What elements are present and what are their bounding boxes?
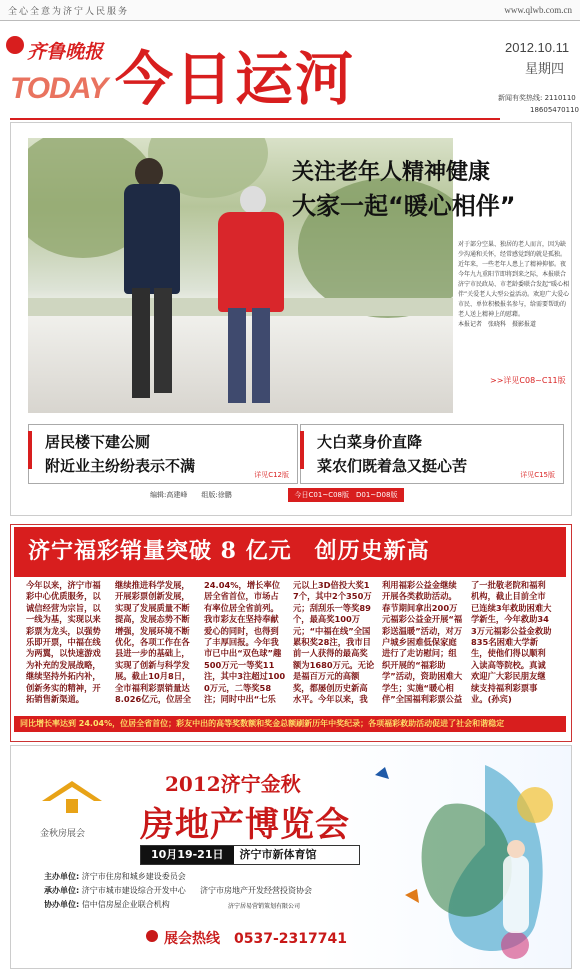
story-subheadline: 菜农们既着急又挺心苦 [317, 457, 468, 475]
ad-cohost-label: 协办单位: [44, 900, 80, 909]
cover-see-pages[interactable]: >>详见C08~C11版 [490, 376, 566, 385]
issue-weekday: 星期四 [525, 62, 565, 77]
ad-headline: 房地产博览会 [140, 805, 350, 845]
lottery-column: 元以上3D倍投大奖17个，其中2个350万元；刮刮乐一等奖89个，最高奖100万元；“中福在线”全国累积奖28注，我市目前一人获得的最高奖额为1680万元。无论是福百万元的高额奖，都屡创历史新高水平。今年以来，我 [293, 580, 375, 705]
cover-intro-text: 对于部分空巢、独居的老人而言，因为缺少沟通和关怀，经常感觉到的就是孤独。近年来，一些老年人患上了精神抑郁。夜今年九九重阳节即将到来之际，本报联合济宁市民政局、市老龄委联合发起“暖心相伴”关爱老人大型公益活动。欢迎广大爱心市民、单位积极报名参与，给需要帮助的老人送上精神上的慰藉。 [458, 241, 570, 318]
ad-organizer2: 济宁市房地产开发经营投资协会 [200, 886, 312, 895]
story-card-toilet[interactable] [28, 424, 298, 484]
site-url[interactable]: www.qlwb.com.cn [504, 5, 572, 15]
story-headline: 大白菜身价直降 [317, 433, 423, 451]
story-headline: 居民楼下建公厕 [45, 433, 151, 451]
ad-cohost2: 济宁居易营销策划有限公司 [228, 903, 301, 910]
ad-hotline[interactable]: 展会热线 0537-2317741 [164, 931, 347, 947]
ad-host-row [44, 871, 186, 882]
ad-organizer-row [44, 885, 186, 896]
cover-headline[interactable]: 关注老年人精神健康 [292, 160, 491, 185]
ad-date-venue [140, 845, 360, 865]
story-see-page: 详见C12版 [254, 471, 289, 479]
lottery-column: 今年以来，济宁市福彩中心优质服务，以诚信经营为宗旨，以一线为基，实现以来彩票为龙头，以强势乐即开票，中福在线为两翼，以快速游戏为补充的发展战略，继续坚持外拓内补，创新务实的精神，开拓销售新渠道。 [26, 580, 101, 705]
ad-title: 2012济宁金秋 [165, 772, 301, 796]
house-logo-icon [38, 777, 106, 821]
lottery-body [26, 580, 556, 705]
ad-organizer-label: 承办单位: [44, 886, 80, 895]
story-card-cabbage[interactable] [300, 424, 564, 484]
cover-intro [458, 240, 570, 330]
ad-cohost-row [44, 899, 170, 910]
ad-date: 10月19-21日 [141, 846, 234, 864]
ad-organizer: 济宁市城市建设综合开发中心 [81, 886, 186, 895]
today-logo: TODAY [10, 72, 108, 105]
story-accent-bar [28, 431, 32, 469]
lottery-column: 利用福彩公益金继续开展各类救助活动。春节期间拿出200万元福彩公益金开展“福彩送温暖”活动，对万户城乡困难低保家庭进行了走访慰问；组织开展的“福彩助学”活动，资助困难大学生；实施“暖心相伴”全国福利彩票公益 [382, 580, 463, 705]
ad-guitar-art [335, 745, 570, 967]
news-hotline: 新闻有奖热线: 2110110 [498, 94, 576, 102]
lottery-title[interactable]: 济宁福彩销量突破 8 亿元 创历史新高 [28, 538, 430, 564]
editors-credit: 编辑:高建峰 组版:徐鹏 [150, 491, 232, 499]
issue-date: 2012.10.11 [505, 40, 570, 55]
cover-headline-sub[interactable]: 大家一起“暖心相伴” [292, 192, 516, 220]
ad-cohost: 信中信房屋企业联合机构 [81, 900, 170, 909]
story-subheadline: 附近业主纷纷表示不满 [45, 457, 196, 475]
ad-logo-text: 金秋房展会 [40, 829, 86, 839]
masthead-divider [10, 118, 500, 120]
brand-name: 齐鲁晚报 [27, 41, 104, 63]
story-see-page: 详见C15版 [520, 471, 555, 479]
page-title: 今日运河 [115, 45, 356, 113]
newspaper-logo-icon [6, 36, 24, 54]
masthead [0, 20, 580, 120]
sections-index: 今日C01~C08版 D01~D08版 [288, 488, 404, 502]
ad-venue: 济宁市新体育馆 [239, 848, 317, 861]
phone-icon [146, 930, 158, 942]
lottery-column: 了一批敬老院和福利机构，截止目前全市已连续3年救助困难大学新生，今年救助343万元福彩公益金救助835名困难大学新生，使他们得以顺利入读高等院校。真诚欢迎广大彩民朋友继续支持福利彩票事业。(孙宾) [471, 580, 552, 705]
cover-byline: 本报记者 张晓科 摄影报道 [458, 321, 537, 328]
lottery-column: 24.04%，增长率位居全省首位，市场占有率位居全省前列。我市彩友在坚持奉献爱心的同时，也得到了丰厚回报。今年我市已中出“双色球”趣500万元一等奖11注，其中3注超过1000万元，二等奖58注；同时中出“七乐 [204, 580, 286, 705]
story-accent-bar [300, 431, 304, 469]
top-strip [0, 0, 580, 21]
lottery-footer: 同比增长率达到 24.04%，位居全省首位；彩友中出的高等奖数额和奖金总额刷新历年中奖纪录；各项福彩救助活动促进了社会和谐稳定 [14, 716, 566, 732]
ad-host: 济宁市住房和城乡建设委员会 [81, 872, 186, 881]
slogan: 全心全意为济宁人民服务 [8, 7, 130, 17]
news-phone: 18605470110 [530, 106, 579, 114]
lottery-column: 继续推进科学发展，开展彩票创新发展，实现了发展质量不断提高，发展态势不断增强，发展环境不断优化，各项工作在各县进一步的基础上，实现了创新与科学发展。截止10月8日，全市福利彩票销量达8.026亿元，位居全 [115, 580, 192, 705]
ad-host-label: 主办单位: [44, 872, 80, 881]
